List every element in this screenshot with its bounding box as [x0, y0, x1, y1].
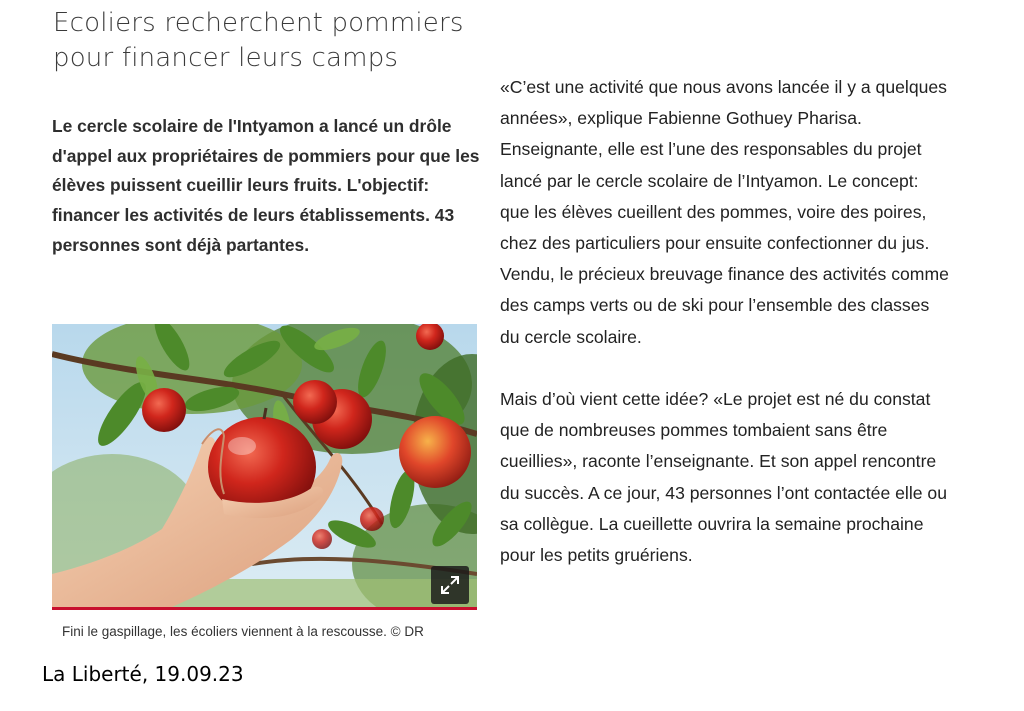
- apple-tree-photo: [52, 324, 477, 607]
- photo-caption: Fini le gaspillage, les écoliers viennent à la rescousse. © DR: [62, 624, 424, 639]
- expand-arrows-icon: [440, 575, 460, 595]
- article-body: [500, 72, 950, 571]
- article-headline: Ecoliers recherchent pommiers pour financer leurs camps: [53, 8, 464, 73]
- body-paragraph: Mais d’où vient cette idée? «Le projet est né du constat que de nombreuses pommes tombaient sans être cueillies», raconte l’enseignante. Et son appel rencontre du succès. A ce jour, 43 personnes l’ont contactée elle ou sa collègue. La cueillette ouvrira la semaine prochaine pour les petits gruériens.: [500, 389, 947, 566]
- body-paragraph: «C’est une activité que nous avons lancée il y a quelques années», explique Fabienne Gothuey Pharisa. Enseignante, elle est l’une des responsables du projet lancé par le cercle scolaire de l’Intyamon. Le concept: que les élèves cueillent des pommes, voire des poires, chez des particuliers pour ensuite confectionner du jus. Vendu, le précieux breuvage finance des activités comme des camps verts ou de ski pour l’ensemble des classes du cercle scolaire.: [500, 77, 949, 347]
- caption-rule: [52, 607, 477, 610]
- article-lead: Le cercle scolaire de l'Intyamon a lancé un drôle d'appel aux propriétaires de pommiers pour que les élèves puissent cueillir leurs fruits. L'objectif: financer les activités de leurs établissements. 43 personnes sont déjà partantes.: [52, 116, 480, 255]
- article-figure: [52, 324, 477, 611]
- expand-image-button[interactable]: [431, 566, 469, 604]
- source-credit: La Liberté, 19.09.23: [42, 662, 244, 686]
